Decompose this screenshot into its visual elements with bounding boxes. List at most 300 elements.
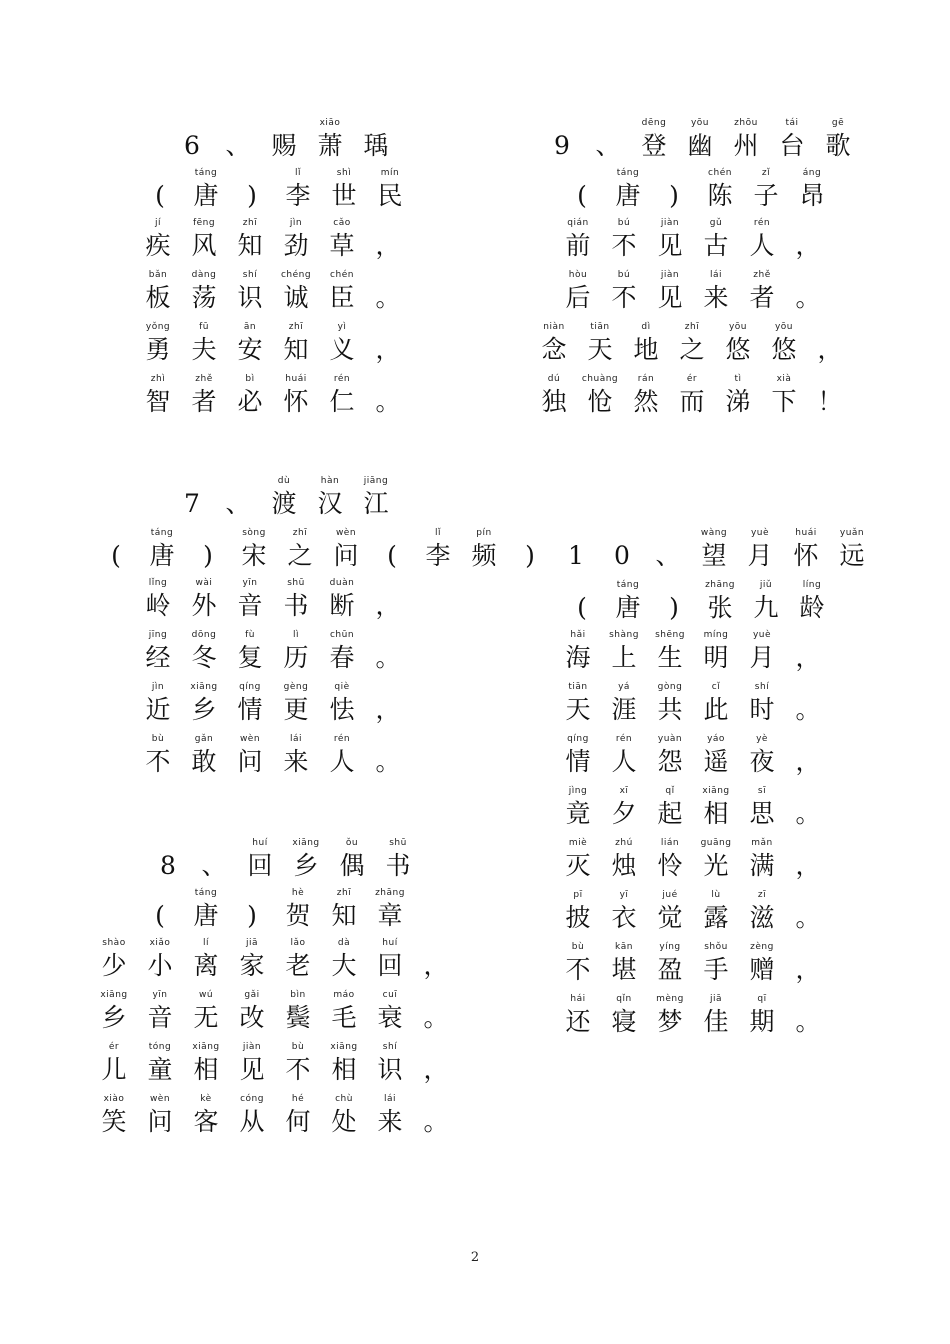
hanzi-character: 赐	[271, 131, 297, 160]
pinyin-annotation: cuī	[382, 990, 398, 1000]
pinyin-annotation: dú	[547, 374, 561, 384]
poem-10-line	[556, 942, 832, 992]
hanzi-character: 外	[191, 591, 217, 620]
hanzi-character: 独	[541, 387, 567, 416]
character-cell	[366, 578, 410, 628]
pinyin-annotation: shào	[102, 938, 126, 948]
pinyin-annotation: dēng	[641, 118, 667, 128]
pinyin-annotation: shí	[242, 270, 258, 280]
pinyin-annotation: fēng	[192, 218, 216, 228]
character-cell	[414, 938, 458, 988]
pinyin-annotation: shì	[336, 168, 352, 178]
hanzi-character: ，	[423, 1055, 449, 1084]
hanzi-character: 更	[283, 695, 309, 724]
hanzi-character: 不	[285, 1055, 311, 1084]
hanzi-character: 地	[633, 335, 659, 364]
character-cell	[740, 270, 784, 320]
pinyin-annotation: ér	[108, 1042, 120, 1052]
pinyin-annotation: yuè	[752, 630, 772, 640]
character-cell	[368, 990, 412, 1040]
pinyin-annotation: yī	[619, 890, 629, 900]
hanzi-character: 知	[237, 231, 263, 260]
hanzi-character: 家	[239, 951, 265, 980]
poem-10-line	[556, 838, 832, 888]
hanzi-character: 古	[703, 231, 729, 260]
pinyin-annotation: wú	[198, 990, 214, 1000]
hanzi-character: )	[669, 593, 679, 622]
pinyin-annotation: dù	[277, 476, 291, 486]
character-cell	[540, 118, 584, 168]
pinyin-annotation: xiǎo	[149, 938, 171, 948]
pinyin-annotation: bù	[151, 734, 165, 744]
hanzi-character: 夕	[611, 799, 637, 828]
page-number: 2	[470, 1250, 480, 1265]
pinyin-annotation: bú	[617, 218, 631, 228]
pinyin-annotation: yè	[756, 734, 768, 744]
poem-8-line	[92, 1042, 460, 1092]
character-cell	[216, 118, 260, 168]
hanzi-character: 问	[333, 541, 359, 570]
pinyin-annotation: zhōu	[734, 118, 758, 128]
poem-8-author	[138, 888, 414, 938]
hanzi-character: 风	[191, 231, 217, 260]
pinyin-annotation: sī	[757, 786, 767, 796]
hanzi-character: 6	[184, 131, 200, 160]
hanzi-character: 必	[237, 387, 263, 416]
hanzi-character: 经	[145, 643, 171, 672]
hanzi-character: 。	[795, 1007, 821, 1036]
hanzi-character: 唐	[615, 181, 641, 210]
hanzi-character: 登	[641, 131, 667, 160]
hanzi-character: 。	[423, 1107, 449, 1136]
hanzi-character: 。	[375, 747, 401, 776]
character-cell	[740, 734, 784, 784]
hanzi-character: 音	[237, 591, 263, 620]
pinyin-annotation: duàn	[329, 578, 355, 588]
hanzi-character: 情	[237, 695, 263, 724]
hanzi-character: 离	[193, 951, 219, 980]
hanzi-character: 悠	[725, 335, 751, 364]
character-cell	[740, 682, 784, 732]
pinyin-annotation: miè	[568, 838, 588, 848]
hanzi-character: ，	[423, 951, 449, 980]
hanzi-character: )	[247, 901, 257, 930]
hanzi-character: 劲	[283, 231, 309, 260]
pinyin-annotation: mín	[380, 168, 400, 178]
character-cell	[414, 990, 458, 1040]
hanzi-character: 不	[611, 231, 637, 260]
pinyin-annotation: bù	[291, 1042, 305, 1052]
hanzi-character: 历	[283, 643, 309, 672]
pinyin-annotation: zhī	[336, 888, 352, 898]
hanzi-character: 偶	[339, 851, 365, 880]
hanzi-character: 者	[749, 283, 775, 312]
hanzi-character: 儿	[101, 1055, 127, 1084]
pinyin-annotation: dàng	[191, 270, 217, 280]
hanzi-character: 怀	[283, 387, 309, 416]
character-cell	[320, 270, 364, 320]
pinyin-annotation: bì	[245, 374, 255, 384]
pinyin-annotation: qián	[567, 218, 589, 228]
hanzi-character: 然	[633, 387, 659, 416]
pinyin-annotation: lì	[292, 630, 299, 640]
pinyin-annotation: yuàn	[657, 734, 683, 744]
character-cell	[414, 1042, 458, 1092]
pinyin-annotation: guāng	[700, 838, 732, 848]
pinyin-annotation: yōu	[728, 322, 748, 332]
poem-10-line	[556, 734, 832, 784]
hanzi-character: 音	[147, 1003, 173, 1032]
hanzi-character: 何	[285, 1107, 311, 1136]
hanzi-character: 疾	[145, 231, 171, 260]
character-cell	[366, 682, 410, 732]
hanzi-character: 。	[795, 695, 821, 724]
pinyin-annotation: rén	[333, 734, 351, 744]
hanzi-character: 问	[237, 747, 263, 776]
hanzi-character: 梦	[657, 1007, 683, 1036]
character-cell	[740, 218, 784, 268]
hanzi-character: 0	[614, 541, 630, 570]
pinyin-annotation: xiāng	[192, 1042, 220, 1052]
hanzi-character: 衰	[377, 1003, 403, 1032]
pinyin-annotation: yíng	[659, 942, 681, 952]
pinyin-annotation: qǐ	[665, 786, 675, 796]
poem-9-line	[556, 218, 832, 268]
hanzi-character: 鬓	[285, 1003, 311, 1032]
hanzi-character: 草	[329, 231, 355, 260]
character-cell	[368, 888, 412, 938]
poem-7-title	[170, 476, 400, 526]
character-cell	[366, 630, 410, 680]
pinyin-annotation: lián	[660, 838, 680, 848]
character-cell	[320, 374, 364, 424]
hanzi-character: 披	[565, 903, 591, 932]
poem-10-line	[556, 994, 832, 1044]
hanzi-character: (	[111, 541, 121, 570]
hanzi-character: 歌	[825, 131, 851, 160]
pinyin-annotation: shàng	[609, 630, 639, 640]
hanzi-character: 1	[568, 541, 584, 570]
hanzi-character: 李	[425, 541, 451, 570]
pinyin-annotation: bú	[617, 270, 631, 280]
hanzi-character: 者	[191, 387, 217, 416]
pinyin-annotation: qī	[757, 994, 767, 1004]
hanzi-character: 张	[707, 593, 733, 622]
hanzi-character: 寝	[611, 1007, 637, 1036]
poem-7-line	[136, 578, 412, 628]
character-cell	[354, 476, 398, 526]
poem-7-line	[136, 682, 412, 732]
character-cell	[508, 528, 552, 578]
hanzi-character: 龄	[799, 593, 825, 622]
hanzi-character: 荡	[191, 283, 217, 312]
pinyin-annotation: dōng	[191, 630, 217, 640]
pinyin-annotation: sòng	[242, 528, 266, 538]
hanzi-character: 从	[239, 1107, 265, 1136]
hanzi-character: 台	[779, 131, 805, 160]
pinyin-annotation: hòu	[568, 270, 588, 280]
character-cell	[762, 374, 806, 424]
character-cell	[762, 322, 806, 372]
hanzi-character: 、	[225, 131, 251, 160]
hanzi-character: 衣	[611, 903, 637, 932]
hanzi-character: ，	[375, 335, 401, 364]
pinyin-annotation: gèng	[283, 682, 309, 692]
poem-6-author	[138, 168, 414, 218]
hanzi-character: 情	[565, 747, 591, 776]
hanzi-character: 。	[375, 283, 401, 312]
pinyin-annotation: zǐ	[761, 168, 771, 178]
hanzi-character: 夜	[749, 747, 775, 776]
hanzi-character: 共	[657, 695, 683, 724]
pinyin-annotation: yǒng	[145, 322, 171, 332]
pinyin-annotation: ǒu	[345, 838, 359, 848]
pinyin-annotation: lù	[711, 890, 721, 900]
character-cell	[320, 322, 364, 372]
pinyin-annotation: zèng	[750, 942, 774, 952]
hanzi-character: 章	[377, 901, 403, 930]
hanzi-character: 起	[657, 799, 683, 828]
pinyin-annotation: lǐng	[148, 578, 168, 588]
hanzi-character: ，	[795, 231, 821, 260]
pinyin-annotation: qíng	[239, 682, 261, 692]
character-cell	[786, 630, 830, 680]
pinyin-annotation: táng	[194, 168, 218, 178]
pinyin-annotation: tì	[734, 374, 742, 384]
pinyin-annotation: zhī	[288, 322, 304, 332]
pinyin-annotation: qíng	[567, 734, 589, 744]
hanzi-character: 回	[247, 851, 273, 880]
hanzi-character: ，	[795, 643, 821, 672]
pinyin-annotation: bù	[571, 942, 585, 952]
hanzi-character: 9	[554, 131, 570, 160]
hanzi-character: 客	[193, 1107, 219, 1136]
pinyin-annotation: zhī	[684, 322, 700, 332]
hanzi-character: 乡	[191, 695, 217, 724]
character-cell	[308, 118, 352, 168]
pinyin-annotation: xiāng	[330, 1042, 358, 1052]
hanzi-character: 悠	[771, 335, 797, 364]
pinyin-annotation: zhī	[242, 218, 258, 228]
hanzi-character: 。	[795, 799, 821, 828]
character-cell	[368, 168, 412, 218]
hanzi-character: ！	[817, 387, 843, 416]
hanzi-character: 仁	[329, 387, 355, 416]
poem-7-author	[94, 528, 554, 578]
pinyin-annotation: zhě	[753, 270, 771, 280]
hanzi-character: 子	[753, 181, 779, 210]
character-cell	[368, 1042, 412, 1092]
pinyin-annotation: xiāng	[292, 838, 320, 848]
hanzi-character: 唐	[193, 901, 219, 930]
character-cell	[170, 118, 214, 168]
hanzi-character: 怯	[329, 695, 355, 724]
character-cell	[786, 838, 830, 888]
hanzi-character: 频	[471, 541, 497, 570]
pinyin-annotation: chén	[330, 270, 354, 280]
pinyin-annotation: rén	[753, 218, 771, 228]
hanzi-character: 昂	[799, 181, 825, 210]
hanzi-character: 光	[703, 851, 729, 880]
hanzi-character: ，	[375, 695, 401, 724]
character-cell	[376, 838, 420, 888]
pinyin-annotation: huí	[382, 938, 398, 948]
hanzi-character: 瑀	[363, 131, 389, 160]
character-cell	[740, 786, 784, 836]
pinyin-annotation: xiāng	[100, 990, 128, 1000]
pinyin-annotation: táng	[150, 528, 174, 538]
pinyin-annotation: qǐn	[616, 994, 632, 1004]
pinyin-annotation: qiè	[334, 682, 350, 692]
poem-10-line	[556, 630, 832, 680]
hanzi-character: 见	[239, 1055, 265, 1084]
character-cell	[740, 890, 784, 940]
hanzi-character: 书	[283, 591, 309, 620]
hanzi-character: 、	[595, 131, 621, 160]
hanzi-character: 滋	[749, 903, 775, 932]
hanzi-character: 、	[201, 851, 227, 880]
hanzi-character: 上	[611, 643, 637, 672]
hanzi-character: 天	[587, 335, 613, 364]
hanzi-character: 见	[657, 283, 683, 312]
pinyin-annotation: máo	[333, 990, 355, 1000]
hanzi-character: 贺	[285, 901, 311, 930]
hanzi-character: 回	[377, 951, 403, 980]
pinyin-annotation: lǐ	[294, 168, 301, 178]
hanzi-character: ，	[817, 335, 843, 364]
hanzi-character: 相	[193, 1055, 219, 1084]
hanzi-character: 板	[145, 283, 171, 312]
pinyin-annotation: tái	[785, 118, 799, 128]
hanzi-character: 怜	[657, 851, 683, 880]
hanzi-character: 无	[193, 1003, 219, 1032]
hanzi-character: 问	[147, 1107, 173, 1136]
pinyin-annotation: tiān	[590, 322, 610, 332]
pinyin-annotation: líng	[802, 580, 822, 590]
pinyin-annotation: bǎn	[148, 270, 168, 280]
poem-9-title	[540, 118, 862, 168]
character-cell	[366, 218, 410, 268]
hanzi-character: 觉	[657, 903, 683, 932]
character-cell	[146, 838, 190, 888]
pinyin-annotation: cǐ	[711, 682, 721, 692]
pinyin-annotation: cǎo	[333, 218, 351, 228]
hanzi-character: 赠	[749, 955, 775, 984]
pinyin-annotation: hái	[570, 994, 586, 1004]
poem-6-line	[136, 218, 412, 268]
hanzi-character: 之	[287, 541, 313, 570]
poem-6-line	[136, 322, 412, 372]
pinyin-annotation: ér	[686, 374, 698, 384]
hanzi-character: 诚	[283, 283, 309, 312]
poem-8-line	[92, 938, 460, 988]
hanzi-character: 老	[285, 951, 311, 980]
pinyin-annotation: gòng	[657, 682, 683, 692]
pinyin-annotation: yá	[618, 682, 630, 692]
character-cell	[786, 270, 830, 320]
hanzi-character: 萧	[317, 131, 343, 160]
pinyin-annotation: huái	[285, 374, 307, 384]
hanzi-character: 来	[377, 1107, 403, 1136]
pinyin-annotation: huí	[252, 838, 268, 848]
pinyin-annotation: yáo	[707, 734, 725, 744]
hanzi-character: (	[577, 181, 587, 210]
hanzi-character: 相	[703, 799, 729, 828]
hanzi-character: 堪	[611, 955, 637, 984]
hanzi-character: 汉	[317, 489, 343, 518]
pinyin-annotation: pī	[573, 890, 583, 900]
hanzi-character: 来	[283, 747, 309, 776]
character-cell	[554, 528, 598, 578]
hanzi-character: 改	[239, 1003, 265, 1032]
pinyin-annotation: kè	[200, 1094, 212, 1104]
character-cell	[830, 528, 874, 578]
hanzi-character: 海	[565, 643, 591, 672]
pinyin-annotation: wàng	[700, 528, 728, 538]
hanzi-character: 宋	[241, 541, 267, 570]
pinyin-annotation: fù	[245, 630, 255, 640]
pinyin-annotation: lái	[709, 270, 723, 280]
hanzi-character: 手	[703, 955, 729, 984]
hanzi-character: 夫	[191, 335, 217, 364]
character-cell	[786, 942, 830, 992]
hanzi-character: 大	[331, 951, 357, 980]
poem-9-line	[532, 374, 854, 424]
character-cell	[320, 630, 364, 680]
pinyin-annotation: hàn	[320, 476, 340, 486]
poem-7-line	[136, 630, 412, 680]
hanzi-character: 近	[145, 695, 171, 724]
pinyin-annotation: cóng	[240, 1094, 264, 1104]
hanzi-character: 唐	[149, 541, 175, 570]
pinyin-annotation: zī	[757, 890, 767, 900]
pinyin-annotation: jiàn	[660, 270, 680, 280]
hanzi-character: 竟	[565, 799, 591, 828]
hanzi-character: ，	[375, 231, 401, 260]
hanzi-character: 下	[771, 387, 797, 416]
character-cell	[808, 322, 852, 372]
hanzi-character: 见	[657, 231, 683, 260]
pinyin-annotation: jué	[662, 890, 678, 900]
poem-10-title	[554, 528, 876, 578]
character-cell	[320, 578, 364, 628]
poem-10-author	[560, 580, 836, 630]
character-cell	[368, 1094, 412, 1144]
hanzi-character: 人	[329, 747, 355, 776]
character-cell	[170, 476, 214, 526]
hanzi-character: 州	[733, 131, 759, 160]
pinyin-annotation: yōu	[774, 322, 794, 332]
pinyin-annotation: gē	[831, 118, 845, 128]
hanzi-character: 还	[565, 1007, 591, 1036]
pinyin-annotation: jiāng	[363, 476, 389, 486]
pinyin-annotation: áng	[802, 168, 822, 178]
character-cell	[366, 322, 410, 372]
character-cell	[786, 682, 830, 732]
character-cell	[354, 118, 398, 168]
character-cell	[790, 168, 834, 218]
pinyin-annotation: fū	[199, 322, 209, 332]
character-cell	[606, 580, 650, 630]
pinyin-annotation: yīn	[152, 990, 168, 1000]
pinyin-annotation: yì	[337, 322, 347, 332]
pinyin-annotation: chūn	[329, 630, 355, 640]
poem-8-line	[92, 990, 460, 1040]
pinyin-annotation: gǎn	[194, 734, 214, 744]
hanzi-character: 人	[749, 231, 775, 260]
character-cell	[786, 218, 830, 268]
pinyin-annotation: xià	[776, 374, 792, 384]
